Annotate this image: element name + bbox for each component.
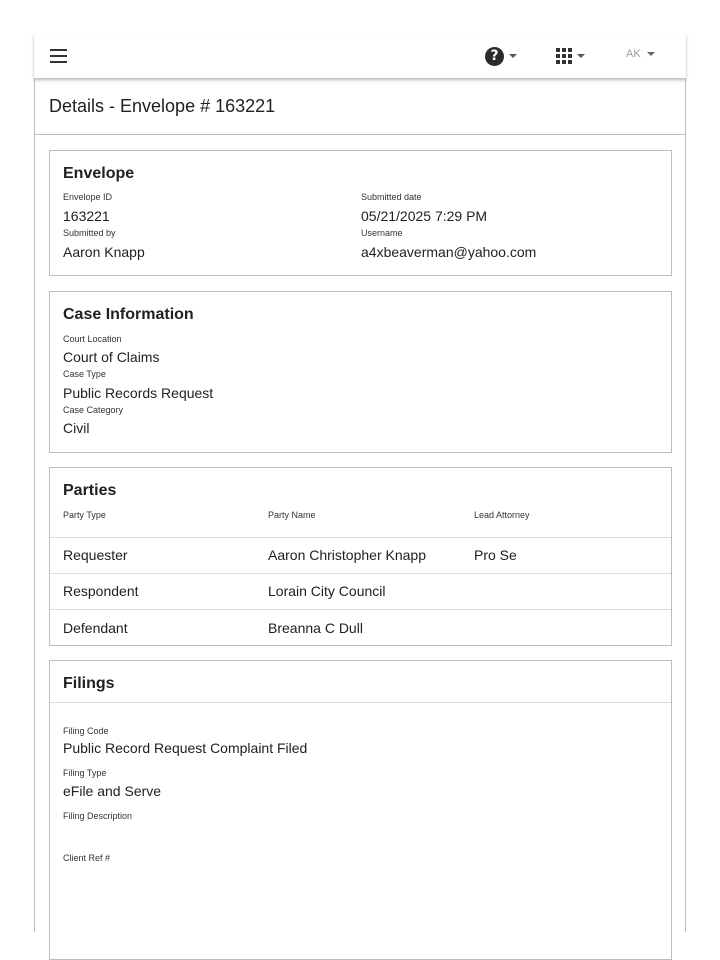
- column-header-party-name: Party Name: [268, 510, 316, 520]
- filing-type-label: Filing Type: [63, 768, 107, 778]
- username-label: Username: [361, 228, 403, 238]
- user-menu-button[interactable]: [626, 48, 655, 60]
- column-header-lead-attorney: Lead Attorney: [474, 510, 530, 520]
- row-divider: [50, 609, 671, 610]
- submitted-date-value: 05/21/2025 7:29 PM: [361, 208, 488, 224]
- party-name-cell: Lorain City Council: [268, 583, 386, 599]
- title-divider: [34, 134, 686, 135]
- submitted-date-label: Submitted date: [361, 192, 422, 202]
- page-title: Details - Envelope # 163221: [49, 96, 276, 116]
- envelope-card: [49, 150, 672, 276]
- filing-code-value: Public Record Request Complaint Filed: [63, 740, 308, 756]
- help-menu-button[interactable]: [485, 45, 517, 67]
- filings-card: [49, 660, 672, 960]
- chevron-down-icon: [509, 54, 517, 58]
- submitted-by-label: Submitted by: [63, 228, 116, 238]
- parties-card: [49, 467, 672, 646]
- filing-type-value: eFile and Serve: [63, 783, 162, 799]
- case-information-heading: Case Information: [63, 306, 194, 323]
- parties-heading: Parties: [63, 482, 117, 499]
- filings-header-divider: [50, 702, 671, 703]
- client-ref-label: Client Ref #: [63, 853, 111, 863]
- chevron-down-icon: [577, 54, 585, 58]
- filing-code-label: Filing Code: [63, 726, 109, 736]
- party-type-cell: Defendant: [63, 620, 128, 636]
- username-value: a4xbeaverman@yahoo.com: [361, 244, 537, 260]
- help-icon: ?: [485, 47, 504, 66]
- envelope-id-value: 163221: [63, 208, 110, 224]
- row-divider: [50, 573, 671, 574]
- party-name-cell: Breanna C Dull: [268, 620, 363, 636]
- lead-attorney-cell: Pro Se: [474, 547, 517, 563]
- case-type-value: Public Records Request: [63, 385, 214, 401]
- top-app-bar: [34, 34, 686, 78]
- apps-menu-button[interactable]: [556, 48, 585, 64]
- filings-heading: Filings: [63, 675, 115, 692]
- apps-grid-icon: [556, 48, 572, 64]
- envelope-heading: Envelope: [63, 165, 135, 182]
- user-initials: AK: [626, 48, 641, 60]
- case-information-card: [49, 291, 672, 453]
- case-type-label: Case Type: [63, 369, 106, 379]
- court-location-value: Court of Claims: [63, 349, 160, 365]
- submitted-by-value: Aaron Knapp: [63, 244, 145, 260]
- chevron-down-icon: [647, 52, 655, 56]
- case-category-value: Civil: [63, 420, 90, 436]
- row-divider: [50, 537, 671, 538]
- hamburger-menu-icon[interactable]: [50, 49, 67, 63]
- case-category-label: Case Category: [63, 405, 124, 415]
- party-name-cell: Aaron Christopher Knapp: [268, 547, 426, 563]
- filing-description-label: Filing Description: [63, 811, 133, 821]
- party-type-cell: Respondent: [63, 583, 139, 599]
- court-location-label: Court Location: [63, 334, 122, 344]
- party-type-cell: Requester: [63, 547, 128, 563]
- column-header-party-type: Party Type: [63, 510, 106, 520]
- envelope-id-label: Envelope ID: [63, 192, 113, 202]
